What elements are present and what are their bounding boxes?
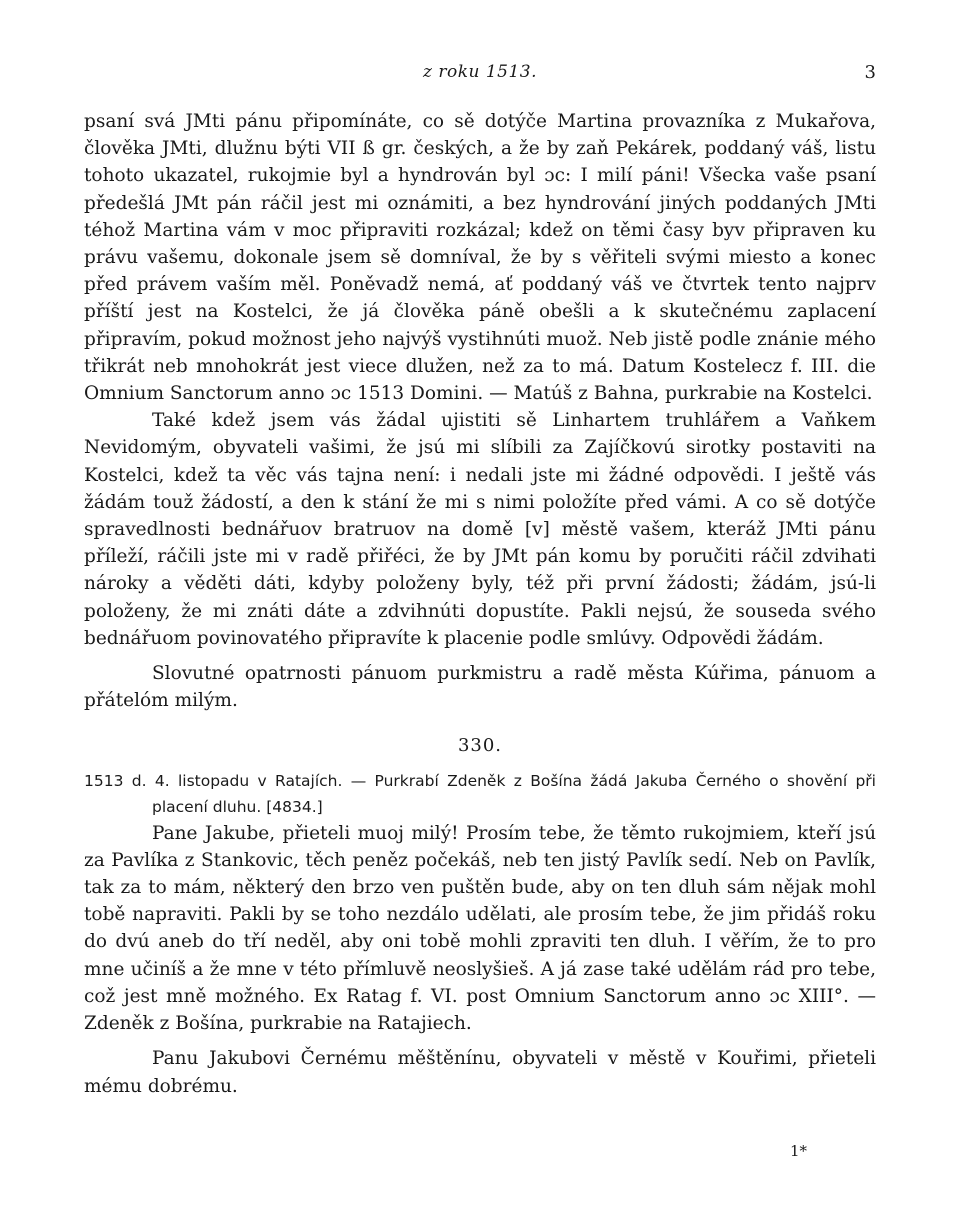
- body-text: [84, 108, 876, 1100]
- running-head: [0, 62, 960, 86]
- paragraph-address: Slovutné opatrnosti pánuom purkmistru a radě města Kúřima, pánuom a přátelóm milým.: [84, 663, 876, 712]
- document-regest: 1513 d. 4. listopadu v Ratajích. — Purkrabí Zdeněk z Bošína žádá Jakuba Černého o shovění při placení dluhu. [4834.]: [84, 771, 876, 816]
- paragraph-postscript: Také kdež jsem vás žádal ujistiti sě Linhartem truhlářem a Vaňkem Nevidomým, obyvateli vašimi, že jsú mi slíbili za Zajíčkovú sirotky postaviti na Kostelci, kdež ta věc vás tajna není: i nedali jste mi žádné odpovědi. I ještě vás žádám touž žádostí, a den k stání že mi s nimi položíte před vámi. A co sě dotýče spravedlnosti bednářuov bratruov na domě [v] městě vašem, kteráž JMti pánu příleží, ráčili jste mi v radě přiřéci, že by JMt pán komu by poručiti ráčil zdvihati nároky a věděti dáti, kdyby položeny byly, též při první žádosti; žádám, jsú-li položeny, že mi znáti dáte a zdvihnúti dopustíte. Pakli nejsú, že souseda svého bednářuom povinovatého připravíte k placenie podle smlúvy. Odpovědi žádám.: [84, 410, 876, 649]
- paragraph-letter-continuation: psaní svá JMti pánu připomínáte, co sě dotýče Martina provazníka z Mukařova, člověka JMti, dlužnu býti VII ß gr. českých, a že by zaň Pekárek, poddaný váš, listu tohoto ukazatel, rukojmie byl a hyndrován byl ɔc: I milí páni! Všecka vaše psaní předešlá JMt pán ráčil jest mi oznámiti, a bez hyndrování jiných poddaných JMti téhož Martina vám v moc připraviti rozkázal; kdež on těmi časy byv připraven ku právu vašemu, dokonale jsem sě domníval, že by s věřiteli svými miesto a konec před právem vaším měl. Poněvadž nemá, ať poddaný váš ve čtvrtek tento najprv příští jest na Kostelci, že já člověka páně obešli a k skutečnému zaplacení připravím, pokud možnost jeho najvýš vystihnúti muož. Neb jistě podle znánie mého třikrát neb mnohokrát jest viece dlužen, než za to má. Datum Kostelecz f. III. die Omnium Sanctorum anno ɔc 1513 Domini. — Matúš z Bahna, purkrabie na Kostelci.: [84, 111, 876, 405]
- page-number: 3: [864, 62, 876, 83]
- paragraph-letter-address: Panu Jakubovi Černému měštěnínu, obyvateli v městě v Kouřimi, přieteli mému dobrému.: [84, 1048, 876, 1097]
- running-title: z roku 1513.: [422, 62, 538, 82]
- document-number: 330.: [457, 735, 503, 757]
- signature-mark: 1*: [790, 1142, 808, 1160]
- paragraph-letter-body: Pane Jakube, přieteli muoj milý! Prosím tebe, že těmto rukojmiem, kteří jsú za Pavlíka z Stankovic, těch peněz počekáš, neb ten jistý Pavlík sedí. Neb on Pavlík, tak za to mám, některý den brzo ven puštěn bude, aby on ten dluh sám nějak mohl tobě napraviti. Pakli by se toho nezdálo udělati, ale prosím tebe, že jim přidáš roku do dvú aneb do tří neděl, aby oni tobě mohli zpraviti ten dluh. I věřím, že to pro mne učiníš a že mne v této přímluvě neoslyšieš. A já zase také udělám rád pro tebe, což jest mně možného. Ex Ratag f. VI. post Omnium Sanctorum anno ɔc XIII°. — Zdeněk z Bošína, purkrabie na Ratajiech.: [84, 822, 876, 1035]
